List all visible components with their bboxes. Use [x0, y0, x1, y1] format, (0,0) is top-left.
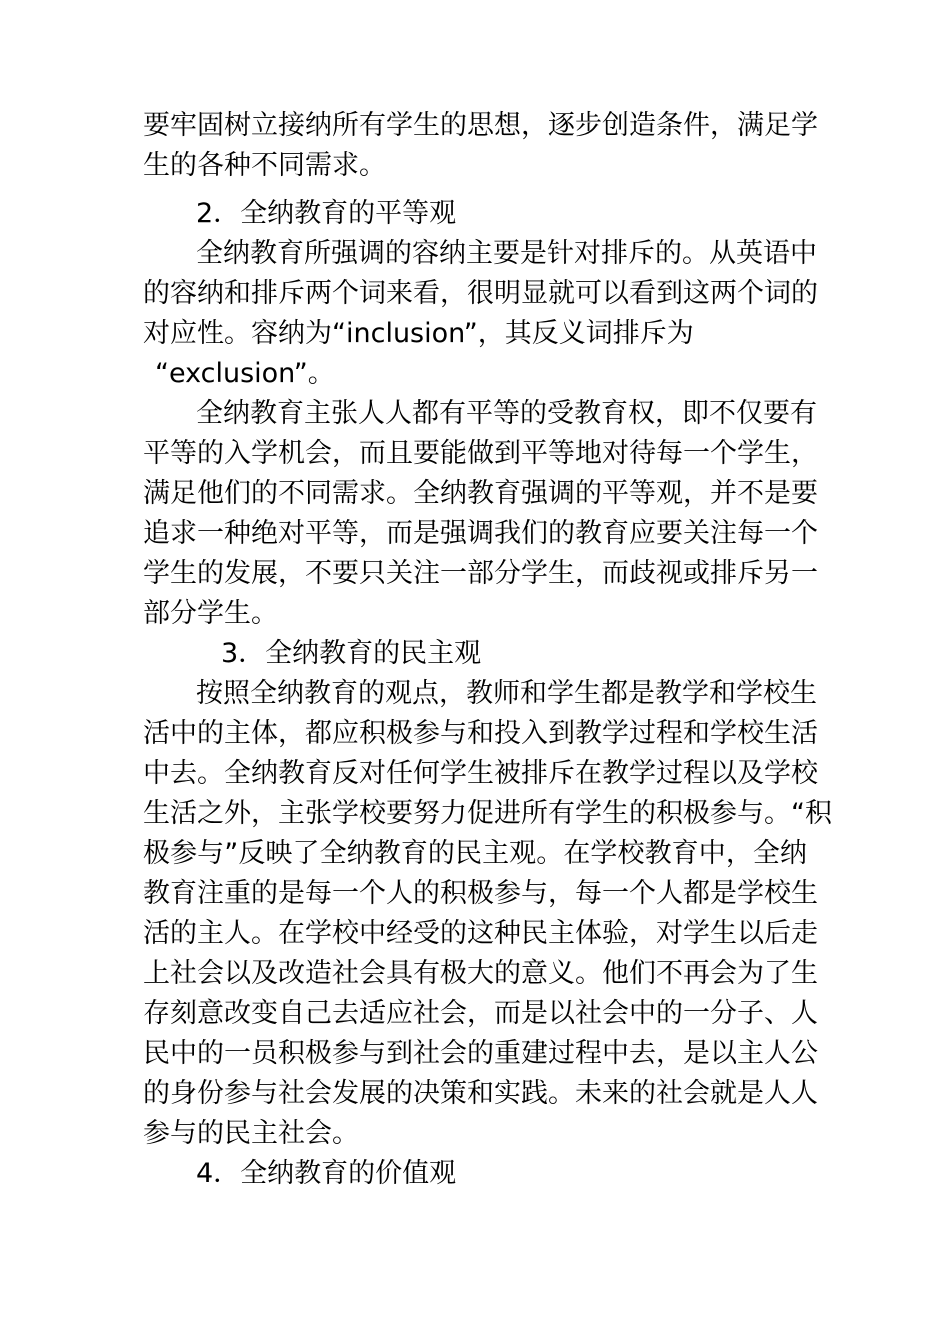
- paragraph-line: 上社会以及改造社会具有极大的意义。他们不再会为了生: [143, 958, 818, 989]
- paragraph-line: 活的主人。在学校中经受的这种民主体验，对学生以后走: [143, 918, 818, 949]
- paragraph-line: 平等的入学机会，而且要能做到平等地对待每一个学生，: [143, 438, 818, 469]
- paragraph-line: 的身份参与社会发展的决策和实践。未来的社会就是人人: [143, 1078, 818, 1109]
- paragraph-line: 的容纳和排斥两个词来看，很明显就可以看到这两个词的: [143, 278, 818, 309]
- paragraph-line: 生活之外，主张学校要努力促进所有学生的积极参与。“积: [143, 798, 832, 829]
- paragraph-line: 全纳教育主张人人都有平等的受教育权，即不仅要有: [196, 398, 817, 429]
- paragraph-line: 对应性。容纳为“inclusion”，其反义词排斥为: [143, 318, 694, 349]
- paragraph-line: 追求一种绝对平等，而是强调我们的教育应要关注每一个: [143, 518, 818, 549]
- paragraph-line: 生的各种不同需求。: [143, 150, 386, 181]
- paragraph-line: 参与的民主社会。: [143, 1118, 359, 1149]
- paragraph-line: 全纳教育所强调的容纳主要是针对排斥的。从英语中: [196, 238, 817, 269]
- paragraph-line: 民中的一员积极参与到社会的重建过程中去，是以主人公: [143, 1038, 818, 1069]
- paragraph-line: 极参与”反映了全纳教育的民主观。在学校教育中，全纳: [143, 838, 807, 869]
- paragraph-line: 中去。全纳教育反对任何学生被排斥在教学过程以及学校: [143, 758, 818, 789]
- paragraph-line: 要牢固树立接纳所有学生的思想，逐步创造条件，满足学: [143, 110, 818, 141]
- paragraph-line: 满足他们的不同需求。全纳教育强调的平等观，并不是要: [143, 478, 818, 509]
- section-heading: 4．全纳教育的价值观: [196, 1158, 457, 1189]
- paragraph-line: “exclusion”。: [155, 358, 335, 389]
- paragraph-line: 活中的主体，都应积极参与和投入到教学过程和学校生活: [143, 718, 818, 749]
- paragraph-line: 按照全纳教育的观点，教师和学生都是教学和学校生: [196, 678, 817, 709]
- paragraph-line: 学生的发展，不要只关注一部分学生，而歧视或排斥另一: [143, 558, 818, 589]
- section-heading: 3．全纳教育的民主观: [221, 638, 482, 669]
- paragraph-line: 存刻意改变自己去适应社会，而是以社会中的一分子、人: [143, 998, 818, 1029]
- paragraph-line: 部分学生。: [143, 598, 278, 629]
- paragraph-line: 教育注重的是每一个人的积极参与，每一个人都是学校生: [143, 878, 818, 909]
- section-heading: 2．全纳教育的平等观: [196, 198, 457, 229]
